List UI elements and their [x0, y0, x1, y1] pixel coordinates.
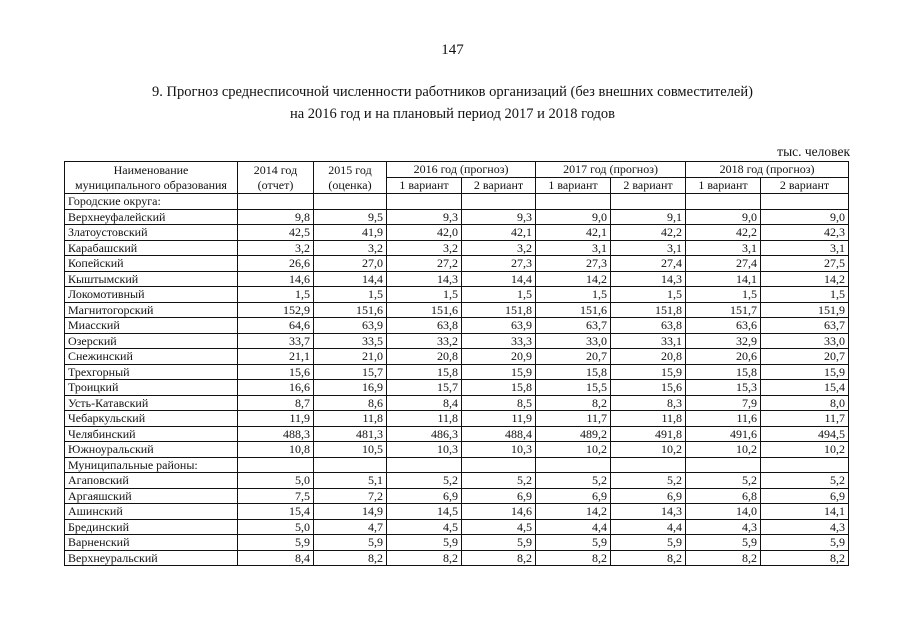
value-cell: 63,9: [462, 318, 536, 334]
value-cell: 3,1: [686, 240, 761, 256]
table-row: [65, 488, 849, 504]
table-row: [65, 333, 849, 349]
municipality-name: Верхнеуфалейский: [65, 209, 238, 225]
value-cell: 4,5: [387, 519, 462, 535]
municipality-name: Озерский: [65, 333, 238, 349]
empty-cell: [761, 194, 849, 210]
value-cell: 15,6: [611, 380, 686, 396]
value-cell: 7,2: [314, 488, 387, 504]
empty-cell: [387, 457, 462, 473]
value-cell: 14,9: [314, 504, 387, 520]
value-cell: 4,4: [611, 519, 686, 535]
value-cell: 63,6: [686, 318, 761, 334]
value-cell: 8,2: [536, 395, 611, 411]
value-cell: 3,1: [611, 240, 686, 256]
value-cell: 8,3: [611, 395, 686, 411]
municipality-name: Варненский: [65, 535, 238, 551]
value-cell: 11,9: [462, 411, 536, 427]
header-2018: 2018 год (прогноз): [686, 162, 849, 178]
value-cell: 42,1: [536, 225, 611, 241]
header-2017: 2017 год (прогноз): [536, 162, 686, 178]
value-cell: 6,9: [387, 488, 462, 504]
value-cell: 7,9: [686, 395, 761, 411]
value-cell: 4,3: [686, 519, 761, 535]
value-cell: 8,6: [314, 395, 387, 411]
header-name-line2: муниципального образования: [75, 177, 227, 192]
value-cell: 11,8: [387, 411, 462, 427]
municipality-name: Ашинский: [65, 504, 238, 520]
header-2018-variant-2: 2 вариант: [761, 178, 849, 194]
municipality-name: Троицкий: [65, 380, 238, 396]
value-cell: 14,3: [387, 271, 462, 287]
value-cell: 42,0: [387, 225, 462, 241]
value-cell: 151,8: [462, 302, 536, 318]
table-row: [65, 364, 849, 380]
table-row: [65, 473, 849, 489]
value-cell: 3,1: [536, 240, 611, 256]
municipality-name: Челябинский: [65, 426, 238, 442]
empty-cell: [462, 457, 536, 473]
value-cell: 5,2: [761, 473, 849, 489]
value-cell: 8,2: [611, 550, 686, 566]
municipality-name: Усть-Катавский: [65, 395, 238, 411]
value-cell: 5,9: [387, 535, 462, 551]
municipality-name: Трехгорный: [65, 364, 238, 380]
municipality-name: Миасский: [65, 318, 238, 334]
value-cell: 1,5: [536, 287, 611, 303]
value-cell: 8,2: [686, 550, 761, 566]
value-cell: 9,0: [761, 209, 849, 225]
value-cell: 20,9: [462, 349, 536, 365]
value-cell: 5,9: [462, 535, 536, 551]
table-row: [65, 225, 849, 241]
municipality-name: Магнитогорский: [65, 302, 238, 318]
value-cell: 15,6: [238, 364, 314, 380]
value-cell: 20,6: [686, 349, 761, 365]
value-cell: 151,6: [314, 302, 387, 318]
value-cell: 41,9: [314, 225, 387, 241]
value-cell: 27,5: [761, 256, 849, 272]
empty-cell: [686, 194, 761, 210]
header-2015-line1: 2015 год: [328, 162, 372, 177]
value-cell: 14,3: [611, 271, 686, 287]
table-row: [65, 426, 849, 442]
municipality-name: Южноуральский: [65, 442, 238, 458]
section-title: Муниципальные районы:: [65, 457, 238, 473]
header-2016-variant-2: 2 вариант: [462, 178, 536, 194]
value-cell: 15,4: [761, 380, 849, 396]
value-cell: 4,4: [536, 519, 611, 535]
municipality-name: Кыштымский: [65, 271, 238, 287]
value-cell: 15,9: [761, 364, 849, 380]
table-row: [65, 411, 849, 427]
empty-cell: [761, 457, 849, 473]
empty-cell: [536, 194, 611, 210]
value-cell: 1,5: [238, 287, 314, 303]
header-2014-line1: 2014 год: [253, 162, 298, 177]
table-row: [65, 380, 849, 396]
value-cell: 5,9: [536, 535, 611, 551]
value-cell: 488,3: [238, 426, 314, 442]
value-cell: 27,0: [314, 256, 387, 272]
value-cell: 151,9: [761, 302, 849, 318]
value-cell: 6,9: [761, 488, 849, 504]
value-cell: 15,9: [462, 364, 536, 380]
value-cell: 11,7: [761, 411, 849, 427]
table-row: [65, 535, 849, 551]
table-row: [65, 271, 849, 287]
value-cell: 151,7: [686, 302, 761, 318]
municipality-name: Снежинский: [65, 349, 238, 365]
value-cell: 5,9: [314, 535, 387, 551]
value-cell: 15,4: [238, 504, 314, 520]
empty-cell: [314, 194, 387, 210]
value-cell: 27,3: [536, 256, 611, 272]
value-cell: 4,5: [462, 519, 536, 535]
value-cell: 63,7: [536, 318, 611, 334]
municipality-name: Златоустовский: [65, 225, 238, 241]
value-cell: 15,7: [314, 364, 387, 380]
value-cell: 15,3: [686, 380, 761, 396]
value-cell: 494,5: [761, 426, 849, 442]
value-cell: 8,7: [238, 395, 314, 411]
value-cell: 5,0: [238, 473, 314, 489]
value-cell: 151,6: [387, 302, 462, 318]
value-cell: 64,6: [238, 318, 314, 334]
value-cell: 42,3: [761, 225, 849, 241]
value-cell: 15,8: [462, 380, 536, 396]
municipality-name: Локомотивный: [65, 287, 238, 303]
value-cell: 27,4: [611, 256, 686, 272]
value-cell: 1,5: [611, 287, 686, 303]
municipality-name: Карабашский: [65, 240, 238, 256]
value-cell: 20,8: [387, 349, 462, 365]
value-cell: 11,8: [611, 411, 686, 427]
value-cell: 27,4: [686, 256, 761, 272]
table-row: [65, 504, 849, 520]
value-cell: 15,8: [536, 364, 611, 380]
value-cell: 33,0: [761, 333, 849, 349]
value-cell: 9,8: [238, 209, 314, 225]
empty-cell: [611, 457, 686, 473]
header-2018-variant-1: 1 вариант: [686, 178, 761, 194]
value-cell: 151,6: [536, 302, 611, 318]
value-cell: 14,1: [761, 504, 849, 520]
value-cell: 10,2: [611, 442, 686, 458]
value-cell: 3,1: [761, 240, 849, 256]
empty-cell: [238, 194, 314, 210]
value-cell: 3,2: [238, 240, 314, 256]
value-cell: 152,9: [238, 302, 314, 318]
value-cell: 15,9: [611, 364, 686, 380]
value-cell: 63,8: [387, 318, 462, 334]
value-cell: 4,7: [314, 519, 387, 535]
value-cell: 1,5: [462, 287, 536, 303]
value-cell: 10,3: [462, 442, 536, 458]
value-cell: 8,2: [536, 550, 611, 566]
value-cell: 14,6: [238, 271, 314, 287]
value-cell: 9,1: [611, 209, 686, 225]
header-name-line1: Наименование: [113, 162, 189, 177]
value-cell: 10,5: [314, 442, 387, 458]
value-cell: 63,8: [611, 318, 686, 334]
value-cell: 1,5: [761, 287, 849, 303]
table-row: [65, 256, 849, 272]
value-cell: 9,5: [314, 209, 387, 225]
value-cell: 11,8: [314, 411, 387, 427]
value-cell: 5,2: [686, 473, 761, 489]
value-cell: 16,9: [314, 380, 387, 396]
value-cell: 33,0: [536, 333, 611, 349]
value-cell: 9,0: [536, 209, 611, 225]
table-row: [65, 287, 849, 303]
value-cell: 6,9: [462, 488, 536, 504]
value-cell: 10,2: [761, 442, 849, 458]
municipality-name: Брединский: [65, 519, 238, 535]
value-cell: 489,2: [536, 426, 611, 442]
header-2015-line2: (оценка): [328, 177, 372, 192]
table-row: [65, 550, 849, 566]
value-cell: 4,3: [761, 519, 849, 535]
value-cell: 26,6: [238, 256, 314, 272]
table-row: [65, 240, 849, 256]
page-number: 147: [441, 42, 464, 58]
value-cell: 15,7: [387, 380, 462, 396]
table-subtitle: на 2016 год и на плановый период 2017 и 2018 годов: [289, 106, 616, 122]
value-cell: 8,2: [462, 550, 536, 566]
value-cell: 20,7: [536, 349, 611, 365]
value-cell: 10,2: [686, 442, 761, 458]
value-cell: 9,0: [686, 209, 761, 225]
value-cell: 21,0: [314, 349, 387, 365]
value-cell: 11,6: [686, 411, 761, 427]
value-cell: 5,0: [238, 519, 314, 535]
value-cell: 5,9: [611, 535, 686, 551]
empty-cell: [686, 457, 761, 473]
value-cell: 5,2: [462, 473, 536, 489]
value-cell: 10,2: [536, 442, 611, 458]
value-cell: 486,3: [387, 426, 462, 442]
header-2017-variant-2: 2 вариант: [611, 178, 686, 194]
section-row: [65, 194, 849, 210]
empty-cell: [536, 457, 611, 473]
value-cell: 11,7: [536, 411, 611, 427]
value-cell: 8,2: [387, 550, 462, 566]
value-cell: 33,5: [314, 333, 387, 349]
value-cell: 14,3: [611, 504, 686, 520]
value-cell: 8,2: [314, 550, 387, 566]
value-cell: 10,3: [387, 442, 462, 458]
value-cell: 33,1: [611, 333, 686, 349]
table-header: [65, 162, 849, 194]
table-row: [65, 318, 849, 334]
value-cell: 14,2: [536, 504, 611, 520]
table-row: [65, 519, 849, 535]
table-row: [65, 302, 849, 318]
forecast-table: [64, 161, 849, 566]
value-cell: 15,8: [387, 364, 462, 380]
value-cell: 1,5: [686, 287, 761, 303]
value-cell: 491,8: [611, 426, 686, 442]
value-cell: 1,5: [314, 287, 387, 303]
value-cell: 14,5: [387, 504, 462, 520]
header-2016-variant-1: 1 вариант: [387, 178, 462, 194]
value-cell: 5,9: [686, 535, 761, 551]
value-cell: 33,7: [238, 333, 314, 349]
header-name-column: [65, 162, 238, 194]
value-cell: 9,3: [462, 209, 536, 225]
value-cell: 42,5: [238, 225, 314, 241]
value-cell: 32,9: [686, 333, 761, 349]
value-cell: 14,0: [686, 504, 761, 520]
value-cell: 6,8: [686, 488, 761, 504]
value-cell: 16,6: [238, 380, 314, 396]
value-cell: 5,1: [314, 473, 387, 489]
value-cell: 21,1: [238, 349, 314, 365]
municipality-name: Аргаяшский: [65, 488, 238, 504]
header-2014-line2: (отчет): [257, 177, 294, 192]
value-cell: 63,7: [761, 318, 849, 334]
municipality-name: Агаповский: [65, 473, 238, 489]
value-cell: 5,2: [387, 473, 462, 489]
value-cell: 8,4: [387, 395, 462, 411]
value-cell: 5,9: [238, 535, 314, 551]
table-row: [65, 395, 849, 411]
table-title: 9. Прогноз среднесписочной численности работников организаций (без внешних совместителей): [152, 84, 753, 100]
empty-cell: [314, 457, 387, 473]
value-cell: 8,0: [761, 395, 849, 411]
header-2016: 2016 год (прогноз): [387, 162, 536, 178]
municipality-name: Чебаркульский: [65, 411, 238, 427]
value-cell: 11,9: [238, 411, 314, 427]
value-cell: 481,3: [314, 426, 387, 442]
empty-cell: [238, 457, 314, 473]
value-cell: 491,6: [686, 426, 761, 442]
units-label: тыс. человек: [777, 144, 850, 159]
value-cell: 33,3: [462, 333, 536, 349]
header-2017-variant-1: 1 вариант: [536, 178, 611, 194]
value-cell: 151,8: [611, 302, 686, 318]
value-cell: 3,2: [314, 240, 387, 256]
table-row: [65, 209, 849, 225]
value-cell: 5,2: [611, 473, 686, 489]
empty-cell: [462, 194, 536, 210]
value-cell: 488,4: [462, 426, 536, 442]
value-cell: 15,8: [686, 364, 761, 380]
municipality-name: Копейский: [65, 256, 238, 272]
value-cell: 42,1: [462, 225, 536, 241]
section-row: [65, 457, 849, 473]
value-cell: 20,8: [611, 349, 686, 365]
value-cell: 14,2: [536, 271, 611, 287]
value-cell: 10,8: [238, 442, 314, 458]
value-cell: 14,2: [761, 271, 849, 287]
empty-cell: [387, 194, 462, 210]
value-cell: 1,5: [387, 287, 462, 303]
value-cell: 27,3: [462, 256, 536, 272]
value-cell: 14,1: [686, 271, 761, 287]
value-cell: 5,9: [761, 535, 849, 551]
value-cell: 3,2: [387, 240, 462, 256]
table-row: [65, 442, 849, 458]
value-cell: 6,9: [611, 488, 686, 504]
value-cell: 14,4: [462, 271, 536, 287]
header-2015: [314, 162, 387, 194]
value-cell: 42,2: [686, 225, 761, 241]
value-cell: 14,6: [462, 504, 536, 520]
value-cell: 7,5: [238, 488, 314, 504]
table-body: [65, 194, 849, 566]
value-cell: 14,4: [314, 271, 387, 287]
section-title: Городские округа:: [65, 194, 238, 210]
value-cell: 8,5: [462, 395, 536, 411]
value-cell: 63,9: [314, 318, 387, 334]
header-2014: [238, 162, 314, 194]
value-cell: 42,2: [611, 225, 686, 241]
value-cell: 8,2: [761, 550, 849, 566]
empty-cell: [611, 194, 686, 210]
table-row: [65, 349, 849, 365]
value-cell: 8,4: [238, 550, 314, 566]
value-cell: 20,7: [761, 349, 849, 365]
value-cell: 15,5: [536, 380, 611, 396]
value-cell: 3,2: [462, 240, 536, 256]
value-cell: 9,3: [387, 209, 462, 225]
value-cell: 5,2: [536, 473, 611, 489]
value-cell: 6,9: [536, 488, 611, 504]
value-cell: 33,2: [387, 333, 462, 349]
municipality-name: Верхнеуральский: [65, 550, 238, 566]
value-cell: 27,2: [387, 256, 462, 272]
